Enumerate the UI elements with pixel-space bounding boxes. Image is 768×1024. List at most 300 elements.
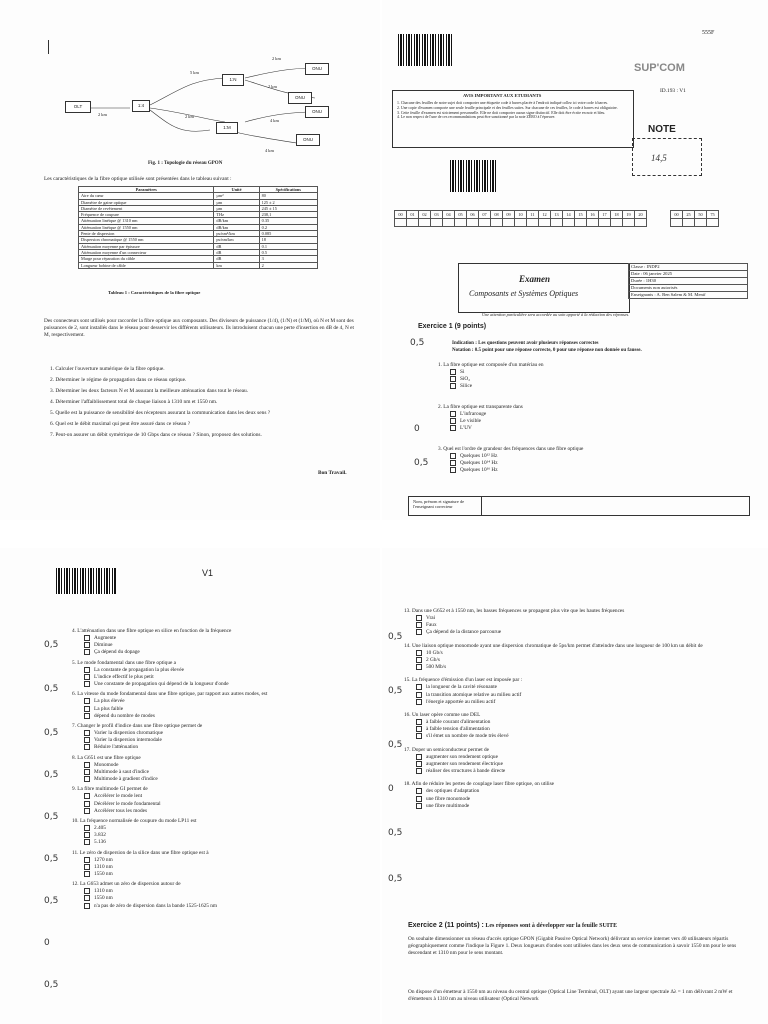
option-label: Quelques 10¹⁶ Hz [460,467,498,474]
grade-digit[interactable]: 11 [527,211,539,219]
grade-digit[interactable]: 05 [455,211,467,219]
question-text: 3. Quel est l'ordre de grandeur des fréquences dans une fibre optique [438,446,584,452]
grade-mark: 0,5 [44,854,59,864]
exercise-question: 1. Calculer l'ouverture numérique de la fibre optique. [50,366,165,372]
table-row [79,262,318,268]
answer-option[interactable] [72,681,332,688]
answer-option[interactable] [404,803,724,810]
distance-label: 2 km [98,112,107,117]
grade-digit[interactable]: 02 [419,211,431,219]
checkbox-icon[interactable] [416,788,422,794]
olt-node: OLT [65,101,91,113]
checkbox-icon[interactable] [84,713,90,719]
answer-option[interactable] [72,667,332,674]
checkbox-icon[interactable] [416,719,422,725]
grade-digit[interactable]: 16 [587,211,599,219]
sheet-id: ID.193 : V1 [660,88,686,94]
answer-option[interactable] [72,642,332,649]
exercise-question: 2. Déterminer le régime de propagation dans ce réseau optique. [50,377,187,383]
grade-digit[interactable]: 03 [431,211,443,219]
option-label: L'UV [460,425,472,432]
answer-option[interactable] [404,754,724,761]
page-cover [382,0,768,520]
answer-option[interactable] [72,762,332,769]
answer-option[interactable] [72,888,332,895]
grade-digit[interactable]: 00 [671,211,683,219]
table-cell: 3 [259,256,317,262]
grade-digit[interactable]: 14 [563,211,575,219]
exam-info-row: Enseignants : A. Ben Salem & M. Menif [629,292,748,299]
option-label: des optiques d'adaptation [426,788,480,795]
question-text: 2. La fibre optique est transparente dans [438,404,523,410]
exercise-question: 6. Quel est le débit maximal qui peut être assuré dans ce réseau ? [50,421,191,427]
table-cell: dB [214,243,259,249]
table-cell: ps/nm/km [214,237,259,243]
option-label: Faux [426,622,437,629]
checkbox-icon[interactable] [84,801,90,807]
notice-item: 2. Une copie d'examen comporte une seule feuille principale et des feuilles suites. Sur chacune de ces feuilles, le code à barres est obligatoire. [397,105,618,110]
answer-option[interactable] [72,635,332,642]
answer-option[interactable] [404,684,724,691]
checkbox-icon[interactable] [416,657,422,663]
checkbox-icon[interactable] [416,664,422,670]
grade-digit[interactable]: 17 [599,211,611,219]
grade-checkbox[interactable] [599,219,611,227]
grade-digit[interactable]: 12 [539,211,551,219]
answer-option[interactable] [72,857,332,864]
answer-option[interactable] [72,776,332,783]
table-cell: Atténuation linéique @ 1550 nm [79,224,214,230]
page-questions-13-18 [382,548,768,1024]
version-label: V1 [202,568,214,578]
checkbox-icon[interactable] [416,692,422,698]
answer-option[interactable] [72,864,332,871]
option-label: 10 Gb/s [426,649,443,656]
option-label: Une constante de propagation qui dépend de la longueur d'onde [94,681,229,688]
checkbox-icon[interactable] [84,674,90,680]
option-label: n'a pas de zéro de dispersion dans la bande 1525-1625 nm [94,902,218,909]
answer-option[interactable] [404,699,724,706]
exam-info-row: Classe : INDP2 [629,264,748,271]
page-topology [0,0,380,520]
answer-option[interactable] [404,768,724,775]
checkbox-icon[interactable] [450,418,456,424]
question-16 [404,712,724,741]
table-cell: dB/km [214,224,259,230]
question-11 [72,850,332,879]
checkbox-icon[interactable] [84,793,90,799]
notice-title: AVIS IMPORTANT AUX ETUDIANTS [463,93,542,98]
checkbox-icon[interactable] [450,425,456,431]
notice-box [392,90,634,148]
checkbox-icon[interactable] [416,768,422,774]
table-cell: Fréquence de coupure [79,212,214,218]
answer-option[interactable] [404,733,724,740]
table-cell: 2 [259,262,317,268]
grade-checkbox[interactable] [635,219,647,227]
checkbox-icon[interactable] [84,667,90,673]
option-label: 5.136 [94,839,106,846]
answer-option[interactable] [438,376,544,383]
grade-digit[interactable]: 06 [467,211,479,219]
grade-checkbox[interactable] [707,219,719,227]
splitter-1-m: 1:M [216,122,238,134]
grade-checkbox[interactable] [563,219,575,227]
splitter-1-n: 1:N [222,74,244,86]
exercise-question: 4. Déterminer l'affaiblissement total de chaque liaison à 1310 nm et 1550 nm. [50,399,218,405]
question-text: 13. Dans une G652 et à 1550 nm, les basses fréquences se propagent plus vite que les hautes fréquences [404,608,625,614]
checkbox-icon[interactable] [84,769,90,775]
answer-option[interactable] [72,839,332,846]
answer-option[interactable] [72,730,332,737]
grade-checkbox[interactable] [611,219,623,227]
table-cell: Dispersion chromatique @ 1550 nm [79,237,214,243]
checkbox-icon[interactable] [84,888,90,894]
checkbox-icon[interactable] [84,825,90,831]
option-label: l'énergie apportée au milieu actif [426,698,496,705]
checkbox-icon[interactable] [84,808,90,814]
answer-option[interactable] [72,744,332,751]
table-cell: 0.35 [259,218,317,224]
grade-checkbox[interactable] [479,219,491,227]
checkbox-icon[interactable] [84,895,90,901]
grade-checkbox[interactable] [467,219,479,227]
grade-digit[interactable]: 19 [623,211,635,219]
option-label: Multimode à gradient d'indice [94,776,158,783]
grade-checkbox[interactable] [455,219,467,227]
answer-option[interactable] [438,453,583,460]
question-list [72,628,332,913]
grade-digit[interactable]: 25 [683,211,695,219]
barcode [450,160,496,192]
answer-option[interactable] [72,737,332,744]
grade-mark: 0,5 [414,458,429,468]
question-text: 4. L'atténuation dans une fibre optique en silice en fonction de la fréquence [72,628,232,634]
table-header: Paramètres [79,187,214,193]
option-label: Quelques 10¹⁴ Hz [460,460,498,467]
checkbox-icon[interactable] [416,761,422,767]
grade-digit[interactable]: 08 [491,211,503,219]
option-label: augmenter son rendement électrique [426,761,503,768]
answer-option[interactable] [404,796,724,803]
option-label: 2 Gb/s [426,657,440,664]
answer-option[interactable] [404,692,724,699]
grade-grid-decimals [670,210,719,227]
exercise-1-notation: Notation : 0.5 point pour une réponse correcte, 0 pour une réponse non donnée ou fausse. [452,348,642,353]
grade-digit[interactable]: 50 [695,211,707,219]
signature-box [408,496,750,516]
answer-option[interactable] [72,895,332,902]
grade-digit[interactable]: 18 [611,211,623,219]
answer-option[interactable] [72,801,332,808]
table-cell: Marge pour réparation du câble [79,256,214,262]
grade-checkbox[interactable] [407,219,419,227]
grade-mark: 0,5 [44,812,59,822]
checkbox-icon[interactable] [450,383,456,389]
answer-option[interactable] [72,808,332,815]
grade-checkbox[interactable] [671,219,683,227]
answer-option[interactable] [72,769,332,776]
option-label: Varier la dispersion chromatique [94,730,163,737]
grade-checkbox[interactable] [575,219,587,227]
grade-mark: 0,5 [388,686,403,696]
grade-checkbox[interactable] [695,219,707,227]
question-10 [72,818,332,847]
checkbox-icon[interactable] [450,376,456,382]
checkbox-icon[interactable] [84,698,90,704]
checkbox-icon[interactable] [84,762,90,768]
answer-option[interactable] [404,726,724,733]
checkbox-icon[interactable] [84,864,90,870]
grade-checkbox[interactable] [515,219,527,227]
table-cell: ps/nm²/km [214,231,259,237]
checkbox-icon[interactable] [416,754,422,760]
checkbox-icon[interactable] [84,681,90,687]
checkbox-icon[interactable] [450,467,456,473]
checkbox-icon[interactable] [450,460,456,466]
option-label: Le visible [460,418,482,425]
grade-checkbox[interactable] [587,219,599,227]
grade-checkbox[interactable] [419,219,431,227]
answer-option[interactable] [404,629,724,636]
grade-checkbox[interactable] [431,219,443,227]
grade-checkbox[interactable] [551,219,563,227]
question-text: 1. La fibre optique est composée d'un matériau en [438,362,544,368]
checkbox-icon[interactable] [416,622,422,628]
checkbox-icon[interactable] [416,615,422,621]
exam-info-row: Date : 06 janvier 2025 [629,271,748,278]
onu-node-4: ONU [296,134,320,146]
fiber-characteristics-table [78,186,318,269]
answer-option[interactable] [404,664,724,671]
option-label: Décélérer le mode fondamental [94,800,161,807]
option-label: Monomode [94,761,119,768]
connectors-paragraph: Des connecteurs sont utilisés pour raccorder la fibre optique aux composants. Des diviseurs de puissance (1/4), (1/N) et (1/M), où N et M sont des puissances de 2, sont installés dans le réseau pour desservir les différents utilisateurs. Ils introduisent chacun une perte d'insertion en dB de 4, N et M, respectivement. [44,318,354,339]
question-text: 6. La vitesse du mode fondamental dans une fibre optique, par rapport aux autres modes, est [72,691,268,698]
table-cell: Aire du cœur [79,193,214,199]
answer-option[interactable] [404,622,724,629]
table-cell: 18 [259,237,317,243]
answer-option[interactable] [72,871,332,878]
option-label: La plus faible [94,705,124,712]
checkbox-icon[interactable] [416,803,422,809]
barcode [56,568,116,594]
checkbox-icon[interactable] [416,650,422,656]
grade-mark: 0,5 [44,640,59,650]
table-cell: µm [214,199,259,205]
table-cell: Diamètre de gaine optique [79,199,214,205]
grade-checkbox[interactable] [443,219,455,227]
answer-option[interactable] [404,761,724,768]
checkbox-icon[interactable] [84,706,90,712]
question-4 [72,628,332,657]
checkbox-icon[interactable] [416,796,422,802]
checkbox-icon[interactable] [450,453,456,459]
onu-node-1: ONU [305,63,329,75]
checkbox-icon[interactable] [416,629,422,635]
answer-option[interactable] [438,383,544,390]
table-cell: Atténuation moyenne d'un connecteur [79,249,214,255]
question-text: 14. Une liaison optique monomode ayant une dispersion chromatique de 5ps/km permet d'atteindre dans une longueur de 100 km un débit de [404,642,703,649]
answer-option[interactable] [404,657,724,664]
grade-mark: 0,5 [388,828,403,838]
table-header: Spécifications [259,187,317,193]
answer-option[interactable] [72,825,332,832]
grade-digit[interactable]: 04 [443,211,455,219]
option-label: 1550 nm [94,895,113,902]
grade-digit[interactable]: 00 [395,211,407,219]
notice-list [397,101,629,120]
table-cell: 0.085 [259,231,317,237]
note-value: 14,5 [651,153,667,163]
option-label: Accélérer le mode lent [94,793,143,800]
answer-option[interactable] [72,793,332,800]
exam-subject: Composants et Systèmes Optiques [469,289,579,298]
answer-option[interactable] [72,674,332,681]
checkbox-icon[interactable] [84,642,90,648]
grade-checkbox[interactable] [527,219,539,227]
checkbox-icon[interactable] [84,744,90,750]
question-text: 18. Afin de réduire les pertes de couplage laser fibre optique, on utilise [404,781,555,788]
answer-option[interactable] [72,832,332,839]
grade-mark: 0,5 [44,728,59,738]
checkbox-icon[interactable] [84,776,90,782]
distance-label: 2 km [268,84,277,89]
grade-digit[interactable]: 09 [503,211,515,219]
option-label: dépend du nombre de modes [94,712,155,719]
answer-option[interactable] [404,650,724,657]
grade-digit[interactable]: 20 [635,211,647,219]
grade-mark: 0,5 [388,740,403,750]
notice-item: 4. Le non respect de l'une de ces recommandations peut être sanctionné par la note ZERO à l'épreuve. [397,115,556,120]
option-label: à faible tension d'alimentation [426,726,490,733]
question-text: 5. Le mode fondamental dans une fibre optique a [72,659,176,666]
grade-checkbox[interactable] [539,219,551,227]
option-label: la transition atomique relative au milieu actif [426,691,522,698]
option-label: Quelques 10¹² Hz [460,453,498,460]
table-cell: µm [214,205,259,211]
answer-option[interactable] [438,467,583,474]
grade-checkbox[interactable] [623,219,635,227]
grade-digit[interactable]: 13 [551,211,563,219]
grade-mark: 0,5 [410,338,425,348]
answer-option[interactable] [404,788,724,795]
grade-digit[interactable]: 07 [479,211,491,219]
checkbox-icon[interactable] [84,832,90,838]
option-label: à faible courant d'alimentation [426,719,491,726]
question-text: 9. La fibre multimode GI permet de [72,786,148,793]
question-text: 17. Doper un semiconducteur permet de [404,746,490,753]
answer-option[interactable] [438,411,523,418]
checkbox-icon[interactable] [84,857,90,863]
checkbox-icon[interactable] [450,369,456,375]
notice-item: 1. Chacune des feuilles de notre sujet doit comporter une étiquette code à barres placée à l'endroit indiqué collez ici votre code à barres. [397,101,609,105]
checkbox-icon[interactable] [84,649,90,655]
exercise-2-title: Exercice 2 (11 points) : [408,922,484,929]
question-9 [72,786,332,815]
grade-mark: 0 [44,938,50,948]
answer-option[interactable] [72,713,332,720]
option-label: 500 Mb/s [426,664,447,671]
question-text: 7. Changer le profil d'indice dans une fibre optique permet de [72,722,203,729]
note-label: NOTE [648,124,676,135]
exercise-2-paragraph-1: On souhaite dimensionner un réseau d'accès optique GPON (Gigabit Passive Optical Network) délivrant un service internet vers 40 utilisateurs répartis géographiquement comme l'indique la Figure 1. Deux longueurs d'ondes sont utilisées dans les deux sens de communication à savoir 1550 nm pour le sens descendant et 1310 nm pour le sens montant. [408,936,737,957]
grade-mark: 0 [414,424,420,434]
table-cell: Diamètre de revêtement [79,205,214,211]
checkbox-icon[interactable] [416,726,422,732]
answer-option[interactable] [72,649,332,656]
exercise-1-title: Exercice 1 (9 points) [418,323,487,330]
grade-checkbox[interactable] [395,219,407,227]
grade-checkbox[interactable] [491,219,503,227]
answer-option[interactable] [438,460,583,467]
answer-option[interactable] [438,425,523,432]
answer-option[interactable] [72,706,332,713]
checkbox-icon[interactable] [84,730,90,736]
table-cell: dB [214,256,259,262]
checkbox-icon[interactable] [84,635,90,641]
option-label: 1270 nm [94,856,113,863]
grade-mark: 0,5 [388,874,403,884]
option-label: Ça dépend du dopage [94,649,140,656]
answer-option[interactable] [438,369,544,376]
question-text: 12. La G653 admet un zéro de dispersion autour de [72,881,181,888]
grade-checkbox[interactable] [683,219,695,227]
grade-digit[interactable]: 15 [575,211,587,219]
distance-label: 4 km [270,118,279,123]
grade-digit[interactable]: 01 [407,211,419,219]
answer-option[interactable] [72,698,332,705]
table-intro: Les caractéristiques de la fibre optique utilisée sont présentées dans le tableau suivant : [44,176,232,182]
checkbox-icon[interactable] [84,871,90,877]
grade-checkbox[interactable] [503,219,515,227]
checkbox-icon[interactable] [416,733,422,739]
table-cell: Pente de dispersion [79,231,214,237]
grade-mark: 0 [388,784,394,794]
exercise-2-subtitle: Les réponses sont à développer sur la feuille SUITE [485,923,618,929]
option-label: SiO₂ [460,376,471,383]
grade-mark: 0,5 [44,770,59,780]
exercise-2-heading [408,922,617,929]
checkbox-icon[interactable] [450,411,456,417]
crop-mark [48,40,49,54]
grade-mark: 0,5 [44,896,59,906]
table-cell: 245 ± 15 [259,205,317,211]
answer-option[interactable] [438,418,523,425]
grade-mark: 0,5 [44,980,59,990]
option-label: La constante de propagation la plus élevée [94,666,185,673]
option-label: Si [460,369,465,376]
answer-option[interactable] [404,615,724,622]
option-label: Réduire l'atténuation [94,744,139,751]
checkbox-icon[interactable] [84,903,90,909]
table-cell: 238,1 [259,212,317,218]
checkbox-icon[interactable] [84,737,90,743]
note-box [632,138,702,176]
checkbox-icon[interactable] [416,699,422,705]
grade-digit[interactable]: 10 [515,211,527,219]
grade-digit[interactable]: 75 [707,211,719,219]
question-15 [404,677,724,706]
checkbox-icon[interactable] [84,839,90,845]
checkbox-icon[interactable] [416,684,422,690]
answer-option[interactable] [72,903,332,910]
exercise-2-paragraph-2: On dispose d'un émetteur à 1550 nm au niveau du central optique (Optical Line Terminal, OLT) ayant une largeur spectrale Δλ = 1 nm délivrant 2 mW et d'émetteurs à 1310 nm au niveau utilisateur (Optical Network [408,989,733,1003]
onu-node-2: ONU [288,92,312,104]
figure-caption: Fig. 1 : Topologie du réseau GPON [148,161,223,166]
question-text: 16. Un laser opère comme une DEL [404,711,481,718]
question-text: 15. La fréquence d'émission d'un laser est imposée par : [404,677,523,684]
